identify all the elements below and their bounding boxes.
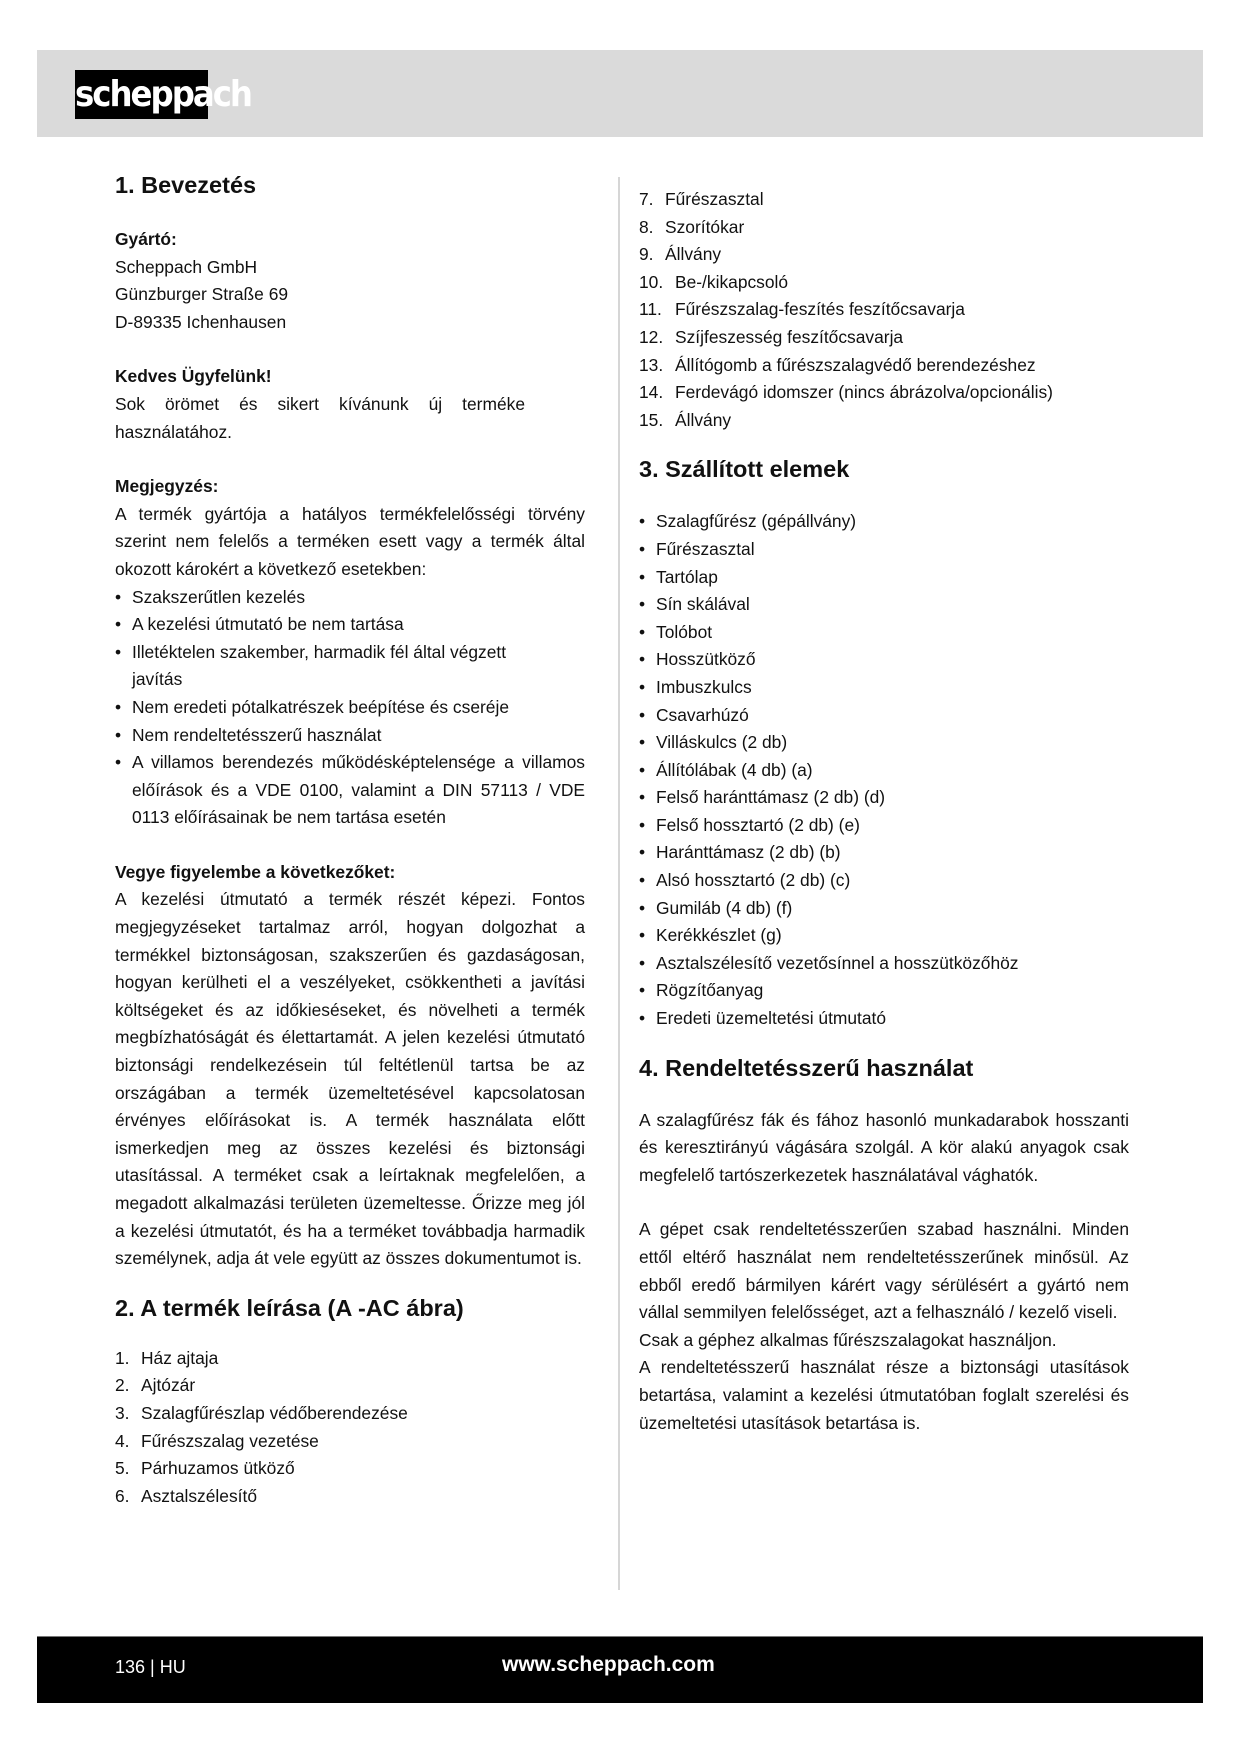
list-item: • Nem rendeltetésszerű használat	[115, 722, 585, 750]
list-item: 8. Szorítókar	[639, 216, 745, 237]
list-item: • Asztalszélesítő vezetősínnel a hosszütközőhöz	[639, 950, 1129, 978]
note-text: A termék gyártója a hatályos termékfelelősségi törvény szerint nem felelős a terméken esett vagy a termék által okozott károkért a következő esetekben:	[115, 503, 585, 579]
column-divider	[618, 177, 620, 1590]
list-item: • Illetéktelen szakember, harmadik fél által végzett javítás	[115, 639, 552, 694]
manufacturer-line: Günzburger Straße 69	[115, 284, 289, 305]
list-item: • Sín skálával	[639, 591, 1129, 619]
manufacturer-line: D-89335 Ichenhausen	[115, 311, 287, 332]
left-column	[115, 172, 585, 1510]
list-item: 2. Ajtózár	[115, 1375, 196, 1396]
list-item: • Tartólap	[639, 564, 1129, 592]
page-number: 136 | HU	[115, 1657, 186, 1677]
parts-list-left	[115, 1345, 585, 1511]
list-item: • Fűrészasztal	[639, 536, 1129, 564]
list-item: • Imbuszkulcs	[639, 674, 1129, 702]
list-item: 10. Be-/kikapcsoló	[639, 271, 789, 292]
observe-label: Vegye figyelembe a következőket:	[115, 861, 396, 882]
list-item: • Csavarhúzó	[639, 702, 1129, 730]
note-label: Megjegyzés:	[115, 476, 219, 497]
list-item: 11. Fűrészszalag-feszítés feszítőcsavarja	[639, 299, 965, 320]
delivery-items-list	[639, 508, 1129, 1032]
list-item: 1. Ház ajtaja	[115, 1347, 219, 1368]
list-item: • Felső haránttámasz (2 db) (d)	[639, 784, 1129, 812]
right-column	[639, 186, 1129, 1437]
list-item: • Szalagfűrész (gépállvány)	[639, 508, 1129, 536]
list-item: • Alsó hossztartó (2 db) (c)	[639, 867, 1129, 895]
usage-paragraph: A rendeltetésszerű használat része a biztonsági utasítások betartása, valamint a kezelési útmutatóban foglalt szerelési és üzemeltetési utasítások betartása is.	[639, 1357, 1129, 1433]
list-item: 3. Szalagfűrészlap védőberendezése	[115, 1402, 408, 1423]
list-item: • Tolóbot	[639, 619, 1129, 647]
list-item: • Hosszütköző	[639, 646, 1129, 674]
list-item: • Kerékkészlet (g)	[639, 922, 1129, 950]
list-item: • A kezelési útmutató be nem tartása	[115, 611, 585, 639]
section-1-title: 1. Bevezetés	[115, 172, 257, 198]
usage-paragraph: Csak a géphez alkalmas fűrészszalagokat használjon.	[639, 1329, 1057, 1350]
list-item: • Szakszerűtlen kezelés	[115, 584, 585, 612]
list-item: 5. Párhuzamos ütköző	[115, 1458, 295, 1479]
list-item: • Gumiláb (4 db) (f)	[639, 895, 1129, 923]
scheppach-logo: scheppach	[75, 70, 208, 119]
list-item: • Villáskulcs (2 db)	[639, 729, 1129, 757]
list-item: 9. Állvány	[639, 244, 722, 265]
website-link[interactable]: www.scheppach.com	[502, 1653, 715, 1676]
list-item: • Haránttámasz (2 db) (b)	[639, 839, 1129, 867]
list-item: 13. Állítógomb a fűrészszalagvédő berendezéshez	[639, 354, 1036, 375]
usage-paragraph: A gépet csak rendeltetésszerűen szabad használni. Minden ettől eltérő használat nem rendeltetésszerűnek minősül. Az ebből eredő bármilyen kárért vagy sérülésért a gyártó nem vállal semmilyen felelősséget, azt a felhasználó / kezelő viseli.	[639, 1219, 1129, 1323]
observe-text: A kezelési útmutató a termék részét képezi. Fontos megjegyzéseket tartalmaz arról, hogyan dolgozhat a termékkel biztonságosan, szakszerűen és gazdaságosan, hogyan kerülheti el a veszélyeket, csökkentheti a javítási költségeket és az időkieséseket, és növelheti a termék megbízhatóságát és élettartamát. A jelen kezelési útmutató biztonsági rendelkezésein túl feltétlenül tartsa be az országában a termék üzemeltetésével kapcsolatosan érvényes előírásokat is. A termék használata előtt ismerkedjen meg az összes kezelési és biztonsági utasítással. A terméket csak a leírtaknak megfelelően, a megadott alkalmazási területen üzemeltesse. Őrizze meg jól a kezelési útmutatót, és ha a terméket továbbadja harmadik személynek, adja át vele együtt az összes dokumentumot is.	[115, 889, 585, 1269]
greeting-label: Kedves Ügyfelünk!	[115, 366, 272, 387]
list-item: 4. Fűrészszalag vezetése	[115, 1430, 319, 1451]
parts-list-right	[639, 186, 1129, 434]
list-item: 7. Fűrészasztal	[639, 189, 764, 209]
usage-paragraph: A szalagfűrész fák és fához hasonló munkadarabok hosszanti és keresztirányú vágására szolgál. A kör alakú anyagok csak megfelelő tartószerkezetek használatával vághatók.	[639, 1109, 1129, 1185]
list-item: 14. Ferdevágó idomszer (nincs ábrázolva/opcionális)	[639, 382, 1053, 403]
section-2-title: 2. A termék leírása (A -AC ábra)	[115, 1294, 464, 1321]
note-bullet-list	[115, 584, 585, 832]
list-item: 12. Szíjfeszesség feszítőcsavarja	[639, 326, 904, 347]
greeting-text: Sok örömet és sikert kívánunk új terméke használatához.	[115, 393, 525, 442]
list-item: • Állítólábak (4 db) (a)	[639, 757, 1129, 785]
section-4-title: 4. Rendeltetésszerű használat	[639, 1054, 974, 1081]
list-item: • Eredeti üzemeltetési útmutató	[639, 1005, 1129, 1033]
section-3-title: 3. Szállított elemek	[639, 456, 850, 483]
list-item: • Felső hossztartó (2 db) (e)	[639, 812, 1129, 840]
manufacturer-label: Gyártó:	[115, 229, 177, 249]
list-item: • Rögzítőanyag	[639, 977, 1129, 1005]
list-item: • A villamos berendezés működésképtelensége a villamos előírások és a VDE 0100, valamint a DIN 57113 / VDE 0113 előírásainak be nem tartása esetén	[115, 749, 585, 832]
list-item: • Nem eredeti pótalkatrészek beépítése és cseréje	[115, 694, 585, 722]
manufacturer-line: Scheppach GmbH	[115, 256, 258, 277]
list-item: 6. Asztalszélesítő	[115, 1485, 257, 1506]
list-item: 15. Állvány	[639, 409, 732, 430]
